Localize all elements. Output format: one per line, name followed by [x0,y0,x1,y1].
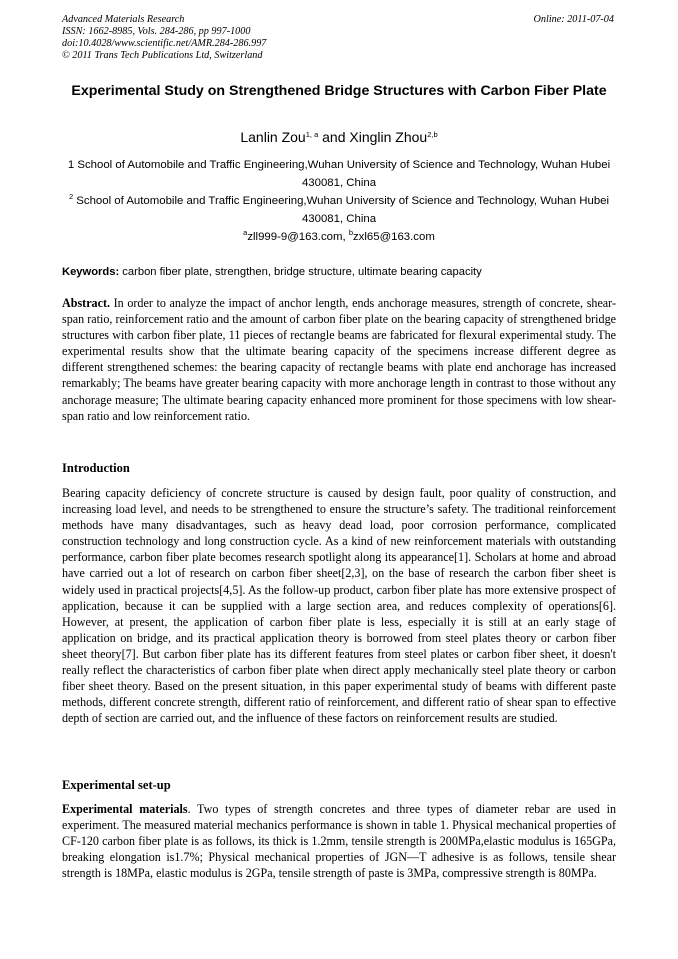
paper-title: Experimental Study on Strengthened Bridge Structures with Carbon Fiber Plate [71,83,607,99]
journal-name: Advanced Materials Research [62,14,185,25]
author-1: Lanlin Zou [240,129,306,145]
abstract-paragraph [62,295,616,424]
keywords-text: carbon fiber plate, strengthen, bridge structure, ultimate bearing capacity [119,266,482,278]
introduction-text: Bearing capacity deficiency of concrete structure is caused by design fault, poor quality of construction, and increasing load level, and needs to be strengthened to ensure the structure’s safety. The traditional reinforcement methods have many disadvantages, such as heavy dead load, poor corrosion performance, complicated construction technology and long construction cycle. As a kind of new reinforcement materials with outstanding performance, carbon fiber plate becomes research spotlight along its appearance[1]. Scholars at home and abroad have carried out a lot of research on carbon fiber sheet[2,3], on the base of research the carbon fiber sheet is widely used in practical projects[4,5]. As the follow-up product, carbon fiber plate has more extensive prospect of application, because it can be supplied with a large section area, and reduces complexity of operations[6]. However, at present, the application of carbon fiber plate is less, especially it is still at an early stage of application on bridge, and its practical application theory is borrowed from steel plates theory or carbon fiber sheet theory[7]. But carbon fiber plate has its different features from steel plates or carbon fiber sheet, it doesn't really reflect the characteristics of carbon fiber plate when direct apply mechanically steel plate theory or carbon fiber sheet theory. Based on the present situation, in this paper experimental study of beams with different paste methods, different concrete strength, different ratio of reinforcement, and different ratio of shear span to effective depth of section are carried out, and the influence of these factors on reinforcement results are studied. [62,486,616,726]
issn-line: ISSN: 1662-8985, Vols. 284-286, pp 997-1000 [62,26,251,37]
introduction-paragraph [62,485,616,726]
author-connector: and [318,129,350,145]
author-2: Xinglin Zhou [349,129,428,145]
affiliation-1-text: 1 School of Automobile and Traffic Engineering,Wuhan University of Science and Technology, Wuhan Hubei 430081, China [67,159,611,189]
email-a-sup: a [243,228,248,237]
affiliation-1 [62,156,616,192]
affiliation-2-sup: 2 [68,192,74,201]
abstract-text: In order to analyze the impact of anchor length, ends anchorage measures, strength of concrete, shear-span ratio, reinforcement ratio and the amount of carbon fiber plate on the bearing capacity of strengthened bridge structures with carbon fiber plate, 11 pieces of rectangle beams are fabricated for flexural experimental study. The experimental results show that the ultimate bearing capacity of the specimens increase different degree as different strengthened schemes: the bearing capacity of rectangle beams with plate end anchorage has increased remarkably; The beams have greater bearing capacity with more anchorage length in contrast to those without any anchorage measure; The ultimate bearing capacity enhanced more prominent for those specimens with low shear-span ratio and low reinforcement ratio. [62,296,616,423]
affiliation-2 [62,192,616,228]
affiliation-2-text: School of Automobile and Traffic Engineering,Wuhan University of Science and Technology, Wuhan Hubei 430081, China [73,195,610,225]
keywords-label: Keywords: [62,266,120,278]
materials-label: Experimental materials [62,802,188,816]
email-line [62,228,616,246]
online-date: Online: 2011-07-04 [533,14,614,25]
setup-heading: Experimental set-up [62,778,171,792]
materials-text: . Two types of strength concretes and three types of diameter rebar are used in experiment. The measured material mechanics performance is shown in table 1. Physical mechanical properties of CF-120 carbon fiber plate is as follows, its thick is 1.2mm, tensile strength is 200MPa,elastic modulus is 165GPa, breaking elongation is1.7%; Physical mechanical properties of JGN—T adhesive is as follows, tensile shear strength is 18MPa, elastic modulus is 2GPa, tensile strength of paste is 3MPa, compressive strength is 80MPa. [62,802,616,881]
keywords-line [62,264,616,280]
introduction-heading: Introduction [62,461,130,475]
author-line [62,128,616,146]
email-b-sup: b [348,228,353,237]
doi-line: doi:10.4028/www.scientific.net/AMR.284-286.997 [62,38,267,49]
copyright-line: © 2011 Trans Tech Publications Ltd, Switzerland [62,50,263,61]
author-2-sup: 2,b [427,130,438,139]
abstract-label: Abstract. [62,296,111,310]
email-b: zxl65@163.com [352,231,435,243]
materials-paragraph [62,801,616,881]
author-1-sup: 1, a [305,130,319,139]
email-a: zll999-9@163.com, [247,231,349,243]
journal-header [62,14,266,62]
